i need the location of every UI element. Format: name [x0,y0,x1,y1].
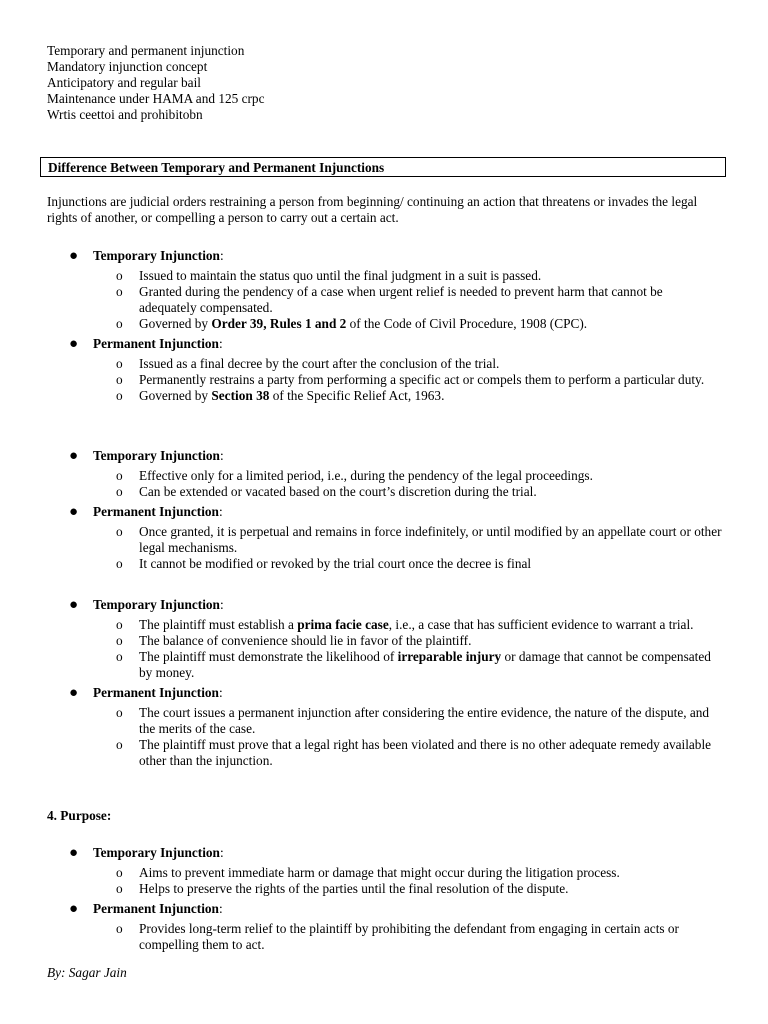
sub-bullet-marker: o [116,865,123,880]
sub-bullet-marker: o [116,284,123,299]
sub-item [0,372,722,388]
sub-item-emphasis: Order 39, Rules 1 and 2 [211,316,347,331]
bullet-label: Temporary Injunction [93,248,220,263]
sub-list [0,921,768,953]
label-colon: : [219,845,224,860]
sub-item-text: Once granted, it is perpetual and remains in force indefinitely, or until modified by an appellate court or other legal mechanisms. [139,524,722,555]
intro-paragraph: Injunctions are judicial orders restraining a person from beginning/ continuing an action that threatens or invades the legal rights of another, or compelling a person to carry out a certain act. [47,194,698,225]
sub-item-text: Governed by [139,388,212,403]
sub-bullet-marker: o [116,556,123,571]
label-colon: : [219,597,224,612]
sub-item [0,737,722,769]
sub-item-text: of the Specific Relief Act, 1963. [269,388,445,403]
section-purpose [0,845,768,953]
bullet-dot: ● [69,597,79,613]
section-duration [0,448,768,572]
sub-item-text: Governed by [139,316,212,331]
bullet-label: Permanent Injunction [93,336,219,351]
sub-item-emphasis: irreparable injury [397,649,502,664]
sub-item [0,556,722,572]
sub-item-text: The plaintiff must demonstrate the likelihood of [139,649,398,664]
sub-bullet-marker: o [116,921,123,936]
sub-item-text: Aims to prevent immediate harm or damage that might occur during the litigation process. [139,865,620,880]
bullet-label: Permanent Injunction [93,901,219,916]
sub-bullet-marker: o [116,468,123,483]
sub-item [0,881,722,897]
topic-item: Wrtis ceettoi and prohibitobn [47,107,203,122]
bullet-dot: ● [69,901,79,917]
sub-bullet-marker: o [116,268,123,283]
sub-item-text: Permanently restrains a party from performing a specific act or compels them to perform a particular duty. [139,372,705,387]
author-signature: By: Sagar Jain [47,965,127,980]
temporary-bullet [0,845,768,861]
sub-item [0,388,722,404]
sub-item [0,649,722,681]
sub-list [0,524,768,572]
bullet-label: Temporary Injunction [93,448,220,463]
sub-list [0,705,768,769]
topic-list [47,43,264,123]
sub-item [0,284,722,316]
bullet-label: Permanent Injunction [93,685,219,700]
permanent-bullet [0,901,768,917]
sub-item [0,633,722,649]
sub-list [0,356,768,404]
section-heading: Difference Between Temporary and Permanent Injunctions [40,157,726,177]
sub-item-text: It cannot be modified or revoked by the trial court once the decree is final [139,556,532,571]
sub-item [0,484,722,500]
sub-item [0,468,722,484]
label-colon: : [218,685,223,700]
bullet-dot: ● [69,336,79,352]
sub-item-text: Provides long-term relief to the plaintiff by prohibiting the defendant from engaging in certain acts or compelling them to act. [139,921,679,952]
sub-item [0,524,722,556]
topic-item: Mandatory injunction concept [47,59,208,74]
bullet-dot: ● [69,248,79,264]
sub-item-text: The balance of convenience should lie in favor of the plaintiff. [139,633,472,648]
permanent-bullet [0,685,768,701]
topic-item: Maintenance under HAMA and 125 crpc [47,91,265,106]
sub-bullet-marker: o [116,617,123,632]
temporary-bullet [0,597,768,613]
permanent-bullet [0,504,768,520]
sub-bullet-marker: o [116,372,123,387]
sub-item-text: of the Code of Civil Procedure, 1908 (CPC). [346,316,588,331]
sub-bullet-marker: o [116,484,123,499]
sub-item [0,921,722,953]
sub-bullet-marker: o [116,524,123,539]
bullet-dot: ● [69,685,79,701]
sub-bullet-marker: o [116,633,123,648]
bullet-label: Temporary Injunction [93,845,220,860]
temporary-bullet [0,448,768,464]
label-colon: : [219,448,224,463]
sub-bullet-marker: o [116,356,123,371]
bullet-label: Temporary Injunction [93,597,220,612]
section-conditions [0,597,768,769]
sub-bullet-marker: o [116,737,123,752]
sub-item-text: Issued to maintain the status quo until the final judgment in a suit is passed. [139,268,542,283]
sub-item-text: Issued as a final decree by the court after the conclusion of the trial. [139,356,500,371]
sub-bullet-marker: o [116,316,123,331]
sub-item-text: Helps to preserve the rights of the parties until the final resolution of the dispute. [139,881,569,896]
sub-list [0,468,768,500]
sub-item-text: Effective only for a limited period, i.e., during the pendency of the legal proceedings. [139,468,593,483]
purpose-heading: 4. Purpose: [47,808,112,823]
sub-list [0,865,768,897]
sub-item-emphasis: Section 38 [211,388,270,403]
label-colon: : [218,504,223,519]
sub-item-emphasis: prima facie case [297,617,389,632]
sub-item [0,705,722,737]
sub-bullet-marker: o [116,649,123,664]
bullet-label: Permanent Injunction [93,504,219,519]
label-colon: : [219,248,224,263]
sub-item-text: or damage that cannot be compensated by money. [139,649,711,680]
bullet-dot: ● [69,448,79,464]
sub-item [0,268,722,284]
label-colon: : [218,901,223,916]
sub-item-text: Granted during the pendency of a case when urgent relief is needed to prevent harm that cannot be adequately compensated. [139,284,663,315]
topic-item: Temporary and permanent injunction [47,43,245,58]
sub-bullet-marker: o [116,881,123,896]
sub-bullet-marker: o [116,388,123,403]
sub-item [0,356,722,372]
label-colon: : [218,336,223,351]
topic-item: Anticipatory and regular bail [47,75,201,90]
section-definitions [0,248,768,404]
temporary-bullet [0,248,768,264]
sub-list [0,617,768,681]
sub-item-text: The court issues a permanent injunction after considering the entire evidence, the nature of the dispute, and the merits of the case. [139,705,710,736]
bullet-dot: ● [69,504,79,520]
sub-item-text: The plaintiff must establish a [139,617,298,632]
permanent-bullet [0,336,768,352]
sub-item-text: The plaintiff must prove that a legal right has been violated and there is no other adequate remedy available other than the injunction. [139,737,712,768]
sub-item [0,617,722,633]
sub-item [0,316,722,332]
sub-item-text: , i.e., a case that has sufficient evidence to warrant a trial. [388,617,694,632]
sub-item-text: Can be extended or vacated based on the court’s discretion during the trial. [139,484,537,499]
sub-bullet-marker: o [116,705,123,720]
bullet-dot: ● [69,845,79,861]
sub-list [0,268,768,332]
sub-item [0,865,722,881]
